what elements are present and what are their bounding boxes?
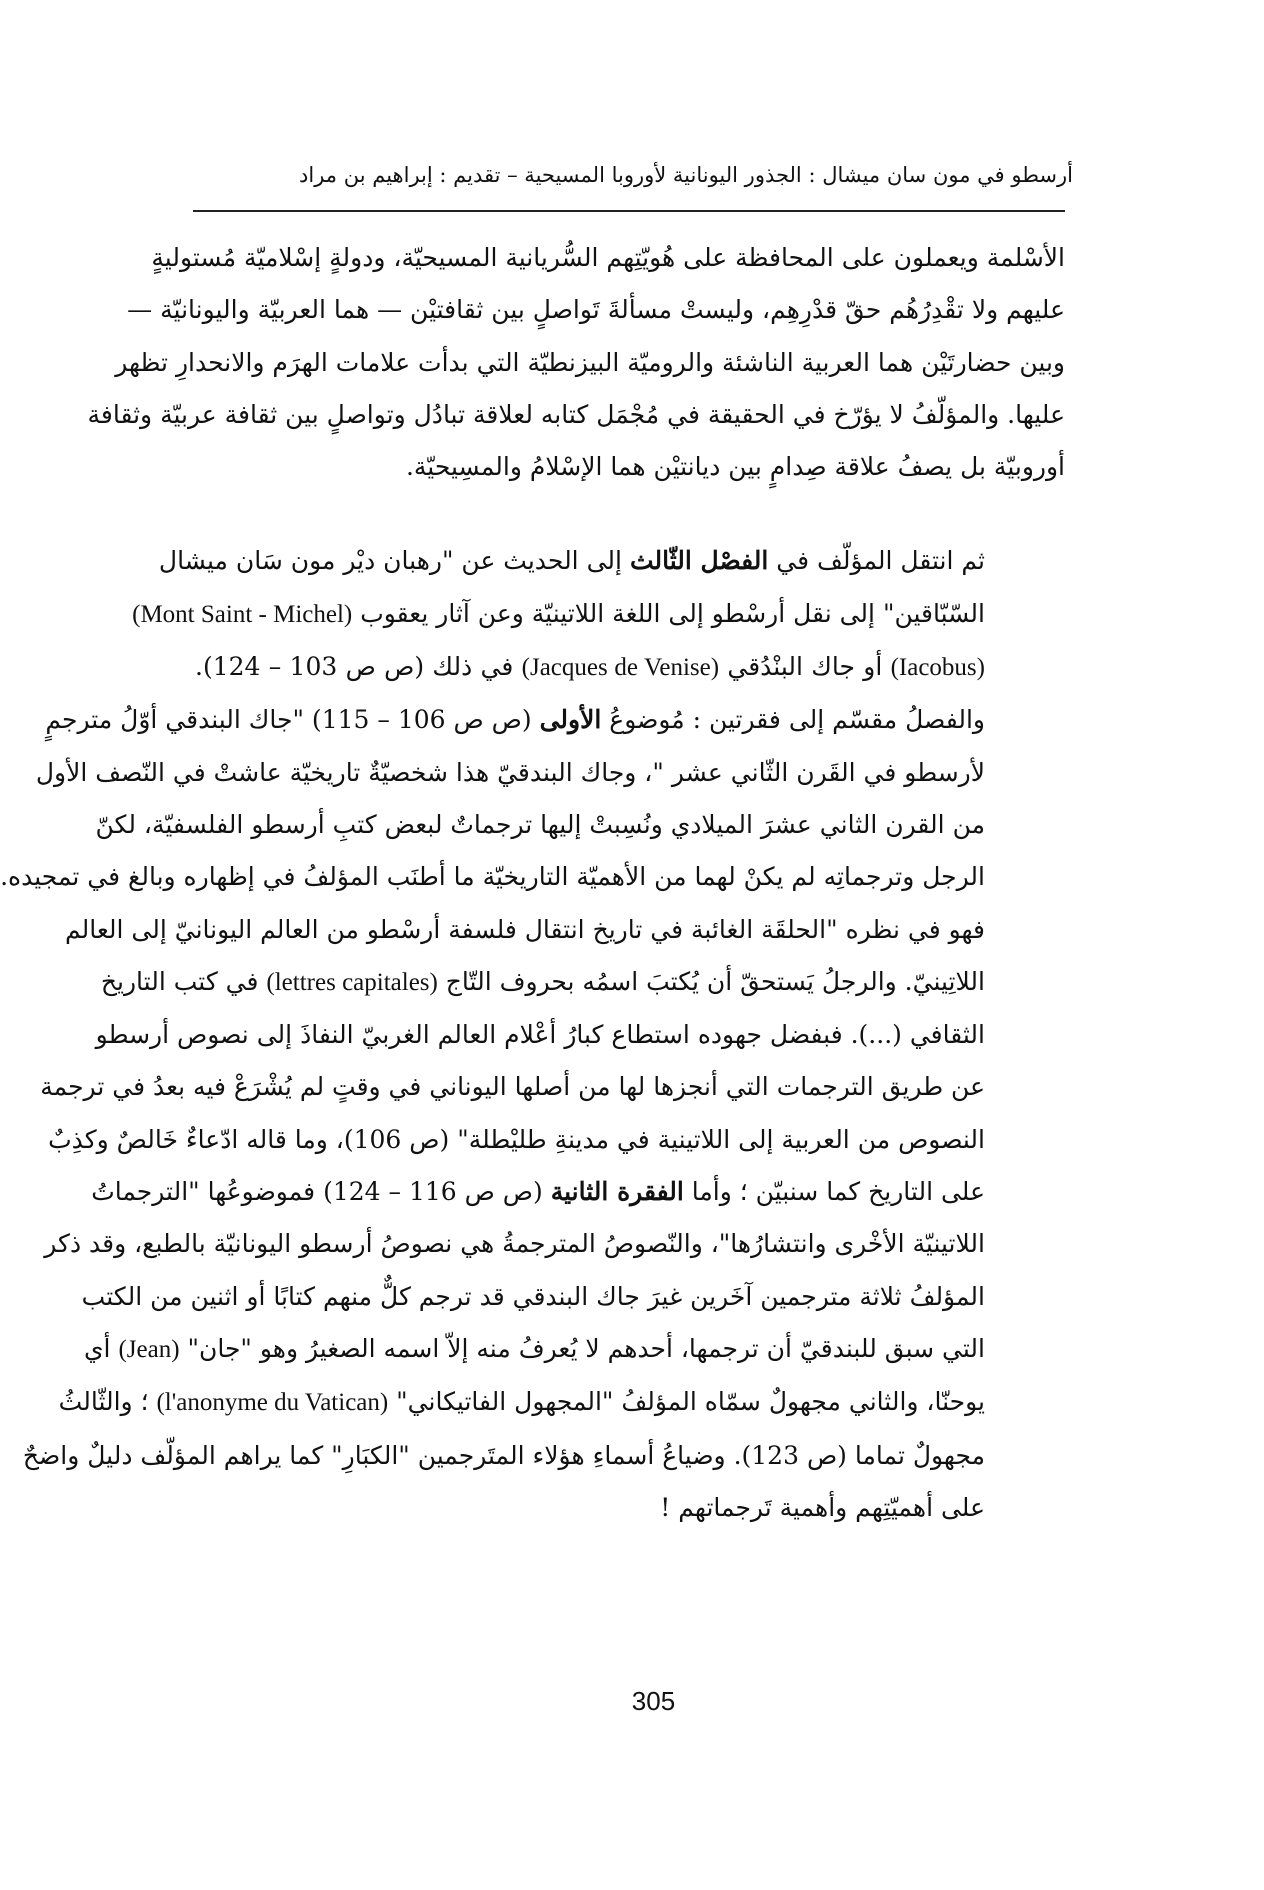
text-line [158, 535, 1065, 587]
text-line: الرجل وترجماتِه لم يكنْ لهما من الأهميّة التاريخيّة ما أطنَب المؤلفُ في إظهاره وبالغ في تمجيده. [0, 862, 985, 892]
latin-term: (Iacobus) [890, 654, 985, 682]
latin-term: (lettres capitales) [266, 968, 438, 996]
chapter-three-bold: الفصْل الثّالث [629, 546, 769, 576]
text-run: في كتب التاريخ [100, 966, 267, 996]
text-line: النصوص من العربية إلى اللاتينية في مدينةِ طليْطلة" (ص 106)، وما قاله ادّعاءٌ خَالصٌ وكذِبٌ [48, 1124, 985, 1154]
body-text [0, 232, 1065, 1534]
text-run: أو جاك البنْدُقي [719, 652, 891, 682]
page-number: 305 [631, 1686, 676, 1716]
paragraph-1 [87, 232, 1065, 493]
text-run: في ذلك (ص ص 103 – 124). [195, 652, 522, 682]
text-run: أي [83, 1333, 119, 1363]
text-line: لأرسطو في القَرن الثّاني عشر "، وجاك البندقيّ هذا شخصيّةٌ تاريخيّة عاشتْ في النّصف الأول [35, 757, 985, 787]
text-run: التي سبق للبندقيّ أن ترجمها، أحدهم لا يُعرفُ منه إلاّ اسمه الصغيرُ وهو "جان" [179, 1333, 985, 1363]
text-line: عن طريق الترجمات التي أنجزها لها من أصلها اليوناني في وقتٍ لم يُشْرَعْ فيه بعدُ في ترجمة [40, 1072, 985, 1102]
text-line: المؤلفُ ثلاثة مترجمين آخَرين غيرَ جاك البندقي قد ترجم كلٌّ منهم كتابًا أو اثنين من الكتب [81, 1281, 985, 1311]
text-line: أوروبيّة بل يصفُ علاقة صِدامٍ بين ديانتيْن هما الإسْلامُ والمسِيحيّة. [405, 452, 1065, 482]
latin-term: (l'anonyme du Vatican) [156, 1389, 389, 1417]
text-line [45, 694, 1065, 746]
text-line [132, 588, 1065, 641]
latin-term: (Mont Saint - Michel) [132, 600, 353, 628]
text-run: ؛ والثّالثُ [58, 1387, 157, 1417]
text-run: ثم انتقل المؤلّف في [768, 546, 985, 576]
text-line: فهو في نظره "الحلقَة الغائبة في تاريخ انتقال فلسفة أرسْطو من العالم اليونانيّ إلى العالم [64, 914, 985, 944]
text-line: من القرن الثاني عشرَ الميلادي ونُسِبتْ إليها ترجماتٌ لبعض كتبِ أرسطو الفلسفيّة، لكنّ [95, 809, 985, 839]
text-run: السّبّاقين" إلى نقل أرسْطو إلى اللغة اللاتينيّة وعن آثار يعقوب [360, 598, 985, 628]
first-section-bold: الأولى [539, 705, 602, 735]
paragraph-2 [0, 535, 1065, 1534]
text-line: الأسْلمة ويعملون على المحافظة على هُويّتِهم السُّريانية المسيحيّة، ودولةٍ إسْلاميّة مُستوليةٍ [151, 243, 1065, 272]
text-line [100, 956, 1065, 1009]
text-line: مجهولٌ تماما (ص 123). وضياعُ أسماءِ هؤلاء المتَرجمين "الكبَارِ" كما يراهم المؤلّف دليلٌ واضحٌ [22, 1440, 985, 1470]
text-run: (ص ص 116 – 124) فموضوعُها "الترجماتُ [91, 1177, 551, 1207]
text-line: الثقافي (...). فبفضل جهوده استطاع كبارُ أعْلام العالم الغربيّ النفاذَ إلى نصوص أرسطو [95, 1020, 985, 1050]
text-line: وبين حضارتَيْن هما العربية الناشئة والروميّة البيزنطيّة التي بدأت علامات الهرَم والانحدارِ تظهر [115, 347, 1065, 377]
running-header: أرسطو في مون سان ميشال : الجذور اليونانية لأوروبا المسيحية – تقديم : إبراهيم بن مراد [299, 163, 1073, 187]
text-line [58, 1376, 1065, 1429]
text-line [195, 641, 1065, 694]
text-run: اللاتِينيّ. والرجلُ يَستحقّ أن يُكتبَ اسمُه بحروف التّاج [437, 966, 985, 996]
text-line: عليهم ولا تقْدِرُهُم حقّ قدْرِهِم، وليستْ مسألةَ تَواصلٍ بين ثقافتيْن — هما العربيّة واليونانيّة — [127, 295, 1065, 325]
latin-term: (Jacques de Venise) [521, 654, 720, 682]
text-run: على التاريخ كما سنبيّن ؛ وأما [683, 1177, 985, 1207]
header-divider [193, 210, 1065, 212]
text-line: على أهميّتِهم وأهمية تَرجماتهم ! [660, 1492, 985, 1522]
text-run: إلى الحديث عن "رهبان ديْر مون سَان ميشال [158, 546, 630, 576]
second-section-bold: الفقرة الثانية [550, 1177, 684, 1207]
text-line [83, 1323, 1065, 1376]
text-run: (ص ص 106 – 115) "جاك البندقي أوّلُ مترجمٍ [45, 705, 540, 735]
text-line: عليها. والمؤلّفُ لا يؤرّخ في الحقيقة في مُجْمَل كتابه لعلاقة تبادُل وتواصلٍ بين ثقافة عربيّة وثقافة [87, 399, 1065, 429]
text-run: والفصلُ مقسّم إلى فقرتين : مُوضوعُ [601, 705, 985, 735]
text-run: يوحنّا، والثاني مجهولٌ سمّاه المؤلفُ "المجهول الفاتيكاني" [388, 1387, 985, 1417]
text-line [91, 1166, 1065, 1218]
text-line: اللاتينيّة الأخْرى وانتشارُها"، والنّصوصُ المترجمةُ هي نصوصُ أرسطو اليونانيّة بالطبع، وقد ذكر [44, 1229, 985, 1259]
latin-term: (Jean) [118, 1335, 180, 1363]
